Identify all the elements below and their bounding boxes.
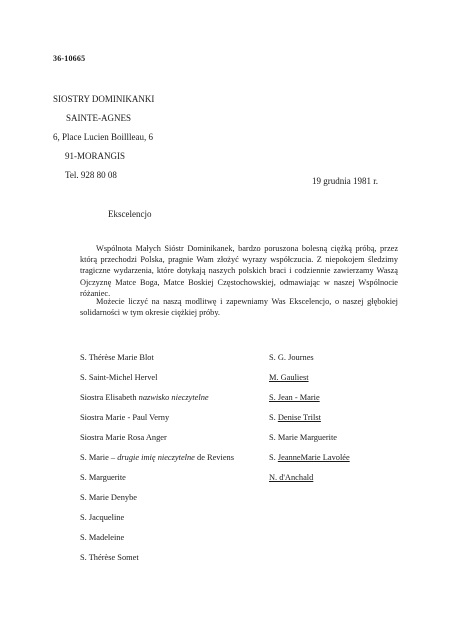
body-paragraph-1: Wspólnota Małych Sióstr Dominikanek, bardzo poruszona bolesną ciężką próbą, przez którą przechodzi Polska, pragnie Wam złożyć wyrazy współczucia. Z niepokojem śledzimy tragiczne wydarzenia, które dotykają naszych polskich braci i codziennie zawierzamy Waszą Ojczyznę Matce Boga, Matce Boskiej Częstochowskiej, odmawiając w naszej Wspólnocie różaniec. (80, 244, 398, 298)
signature-text: Siostra Elisabeth (80, 393, 139, 402)
signature-left: Siostra Marie - Paul Verny (80, 413, 170, 422)
signature-underlined: S. Jean - Marie (269, 393, 320, 402)
signature-underlined: Denise Trilst (277, 413, 321, 422)
sender-city: 91-MORANGIS (65, 151, 126, 161)
signature-right (269, 353, 314, 362)
signature-right (269, 373, 309, 382)
signature-left (80, 453, 234, 462)
signature-right (269, 413, 321, 422)
signature-right (269, 393, 320, 402)
letter-date: 19 grudnia 1981 r. (312, 176, 378, 186)
signature-left (80, 393, 209, 402)
signature-text: S. Marie – (80, 453, 118, 462)
signature-left: S. Marguerite (80, 473, 126, 482)
signature-left: S. Jacqueline (80, 513, 125, 522)
signature-left: S. Thérèse Marie Blot (80, 353, 154, 362)
signature-underlined: JeanneMarie Lavolée (277, 453, 350, 462)
signature-right (269, 453, 350, 462)
signature-text: S. (269, 453, 278, 462)
signature-right (269, 473, 313, 482)
reference-number: 36-10665 (53, 54, 86, 63)
signature-left: Siostra Marie Rosa Anger (80, 433, 167, 442)
sender-phone: Tel. 928 80 08 (65, 170, 117, 180)
signature-underlined: M. Gauliest (269, 373, 309, 382)
signature-text: S. (269, 413, 278, 422)
signature-left: S. Marie Denybe (80, 493, 137, 502)
signature-right (269, 433, 337, 442)
signature-underlined: N. d'Anchald (269, 473, 314, 482)
signature-left: S. Saint-Michel Hervel (80, 373, 158, 382)
sender-house: SAINTE-AGNES (66, 113, 131, 123)
sender-name: SIOSTRY DOMINIKANKI (53, 94, 155, 104)
signature-text: S. G. Journes (269, 353, 314, 362)
sender-address-block (53, 90, 154, 185)
sender-street: 6, Place Lucien Boillleau, 6 (53, 132, 153, 142)
salutation: Ekscelencjo (108, 209, 152, 219)
signature-text: de Reviens (194, 453, 234, 462)
signature-left: S. Thérèse Somet (80, 553, 139, 562)
body-paragraph-2: Możecie liczyć na naszą modlitwę i zapewniamy Was Ekscelencjo, o naszej głębokiej solidarności w tym okresie ciężkiej próby. (80, 297, 398, 318)
illegible-note: drugie imię nieczytelne (117, 453, 195, 462)
signature-text: S. Marie Marguerite (269, 433, 337, 442)
illegible-note: nazwisko nieczytelne (138, 393, 209, 402)
signature-left: S. Madeleine (80, 533, 125, 542)
